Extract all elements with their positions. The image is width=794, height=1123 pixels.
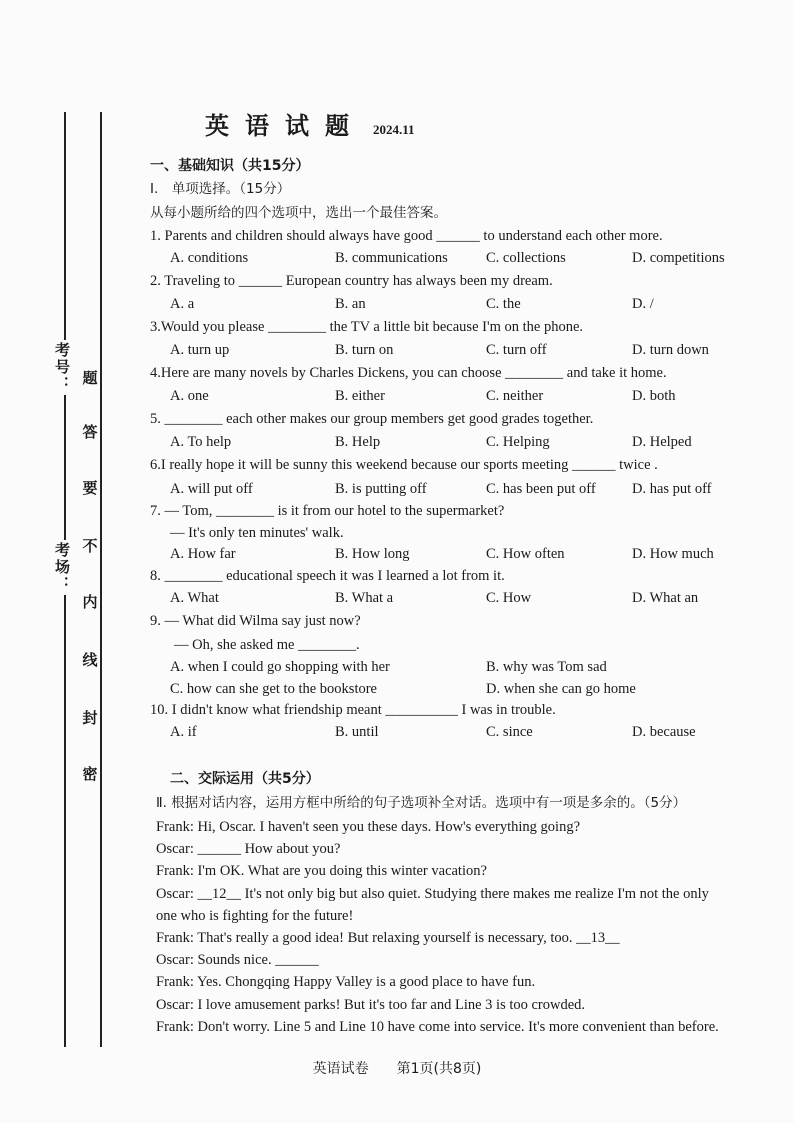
option: C. How [486,590,532,606]
option: A. if [170,724,197,740]
option: B. until [335,724,379,740]
dialogue-line: Frank: Hi, Oscar. I haven't seen you these days. How's everything going? [156,819,581,835]
option: C. turn off [486,342,547,358]
seal-char: 题 [80,368,100,388]
question-reply: — Oh, she asked me ________. [174,637,360,653]
question-stem: 4.Here are many novels by Charles Dickens, you can choose ________ and take it home. [150,365,667,381]
dialogue-line: Frank: That's really a good idea! But relaxing yourself is necessary, too. __13__ [156,930,620,946]
question-stem: 9. — What did Wilma say just now? [150,613,361,629]
dialogue-line: Oscar: I love amusement parks! But it's too far and Line 3 is too crowded. [156,997,586,1013]
option: A. when I could go shopping with her [170,659,390,675]
dialogue-line: Oscar: ______ How about you? [156,841,341,857]
dialogue-line: Frank: Don't worry. Line 5 and Line 10 have come into service. It's more convenient than before. [156,1019,719,1035]
option: D. Helped [632,434,692,450]
option: C. how can she get to the bookstore [170,681,377,697]
option: B. How long [335,546,410,562]
dialogue-line: Frank: I'm OK. What are you doing this winter vacation? [156,863,487,879]
option: C. Helping [486,434,550,450]
option: A. How far [170,546,236,562]
option: A. To help [170,434,232,450]
section1-heading: 一、基础知识（共15分） [150,158,310,174]
seal-char: 密 [80,764,100,784]
option: D. / [632,296,654,312]
page-title: 英语试题 [205,112,365,140]
seal-char: 内 [80,592,100,612]
option: A. will put off [170,481,253,497]
option: D. turn down [632,342,709,358]
header [205,106,415,141]
option: B. What a [335,590,394,606]
seal-char: 线 [80,650,100,670]
question-stem: 6.I really hope it will be sunny this weekend because our sports meeting ______ twice . [150,457,658,473]
seal-char: 答 [80,422,100,442]
section1-instruction: 从每小题所给的四个选项中，选出一个最佳答案。 [150,205,447,221]
exam-number-label: 考号： [53,342,71,393]
option: D. both [632,388,676,404]
question-stem: 10. I didn't know what friendship meant __________ I was in trouble. [150,702,556,718]
option: B. Help [335,434,381,450]
binding-line-inner [100,112,102,1047]
question-stem: 1. Parents and children should always have good ______ to understand each other more. [150,228,663,244]
option: A. turn up [170,342,230,358]
option: C. the [486,296,521,312]
question-stem: 8. ________ educational speech it was I learned a lot from it. [150,568,505,584]
question-stem: 7. — Tom, ________ is it from our hotel to the supermarket? [150,503,505,519]
page-footer: 英语试卷 第1页(共8页) [312,1061,482,1077]
dialogue-line: Frank: Yes. Chongqing Happy Valley is a good place to have fun. [156,974,536,990]
question-stem: 5. ________ each other makes our group members get good grades together. [150,411,594,427]
exam-room-label: 考场： [53,542,71,593]
option: B. turn on [335,342,394,358]
option: D. How much [632,546,714,562]
option: B. why was Tom sad [486,659,607,675]
exam-date: 2024.11 [373,122,415,137]
option: A. one [170,388,209,404]
option: B. an [335,296,366,312]
section2-heading: 二、交际运用（共5分） [170,771,320,787]
option: C. has been put off [486,481,596,497]
option: B. communications [335,250,448,266]
option: D. competitions [632,250,725,266]
seal-char: 要 [80,478,100,498]
option: B. is putting off [335,481,427,497]
seal-char: 封 [80,708,100,728]
dialogue-line: Oscar: __12__ It's not only big but also quiet. Studying there makes me realize I'm not the only [156,886,709,902]
option: B. either [335,388,385,404]
binding-margin [0,0,140,1123]
dialogue-line: one who is fighting for the future! [156,908,354,924]
option: C. since [486,724,533,740]
option: C. collections [486,250,566,266]
question-reply: — It's only ten minutes' walk. [170,525,344,541]
option: A. a [170,296,195,312]
option: C. How often [486,546,565,562]
section2-instruction: Ⅱ. 根据对话内容，运用方框中所给的句子选项补全对话。选项中有一项是多余的。（5分） [156,795,687,811]
option: A. conditions [170,250,249,266]
option: D. has put off [632,481,712,497]
question-stem: 3.Would you please ________ the TV a little bit because I'm on the phone. [150,319,584,335]
section1-subheading: Ⅰ. 单项选择。（15分） [150,181,291,197]
seal-char: 不 [80,536,100,556]
dialogue-line: Oscar: Sounds nice. ______ [156,952,319,968]
option: C. neither [486,388,544,404]
question-stem: 2. Traveling to ______ European country has always been my dream. [150,273,553,289]
option: D. because [632,724,696,740]
option: D. when she can go home [486,681,636,697]
option: D. What an [632,590,699,606]
option: A. What [170,590,219,606]
